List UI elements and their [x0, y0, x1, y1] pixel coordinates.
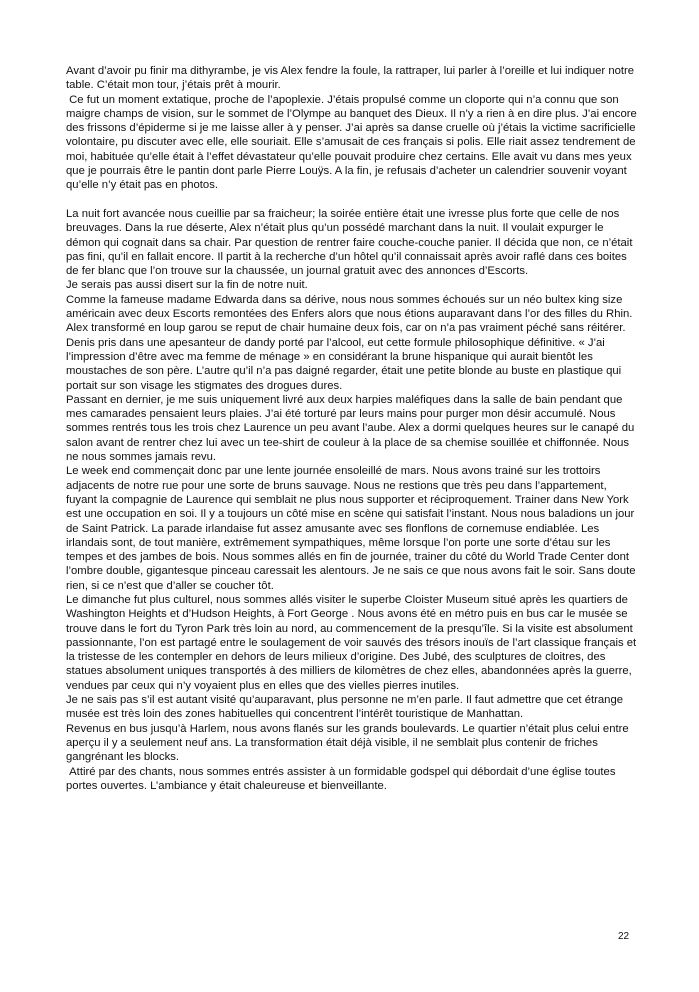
page-number: 22 [618, 931, 630, 942]
paragraph-8: Le week end commençait donc par une lente journée ensoleillé de mars. Nous avons trainé sur les trottoirs adjacents de notre rue pour une sorte de bruns sauvage. Nous ne restions que très peu dans l’appartement, fuyant la compagnie de Laurence qui semblait ne plus nous supporter et réciproquement. Trainer dans New York est une occupation en soi. Il y a toujours un côté mise en scène qui satisfait l’instant. Nous nous baladions un jour de Saint Patrick. La parade irlandaise fut assez amusante avec ses flonflons de cornemuse endiablée. Les irlandais sont, de tout manière, extrêmement sympathiques, même lorsque l’on porte une sorte d’étau sur les tempes et des jambes de bois. Nous sommes allés en fin de journée, trainer du côté du World Trade Center dont l’ombre double, gigantesque pinceau caressait les alentours. Je ne sais ce que nous avons fait le soir. Sans doute rien, si ce n’est que d’aller se coucher tôt. [66, 465, 639, 592]
paragraph-11: Revenus en bus jusqu’à Harlem, nous avons flanés sur les grands boulevards. Le quartier n’était plus celui entre aperçu il y a seulement neuf ans. La transformation était déjà visible, il ne semblait plus contenir de friches gangrénant les blocks. [66, 722, 632, 764]
paragraph-12: Attiré par des chants, nous sommes entrés assister à un formidable godspel qui débordait d’une église toutes portes ouvertes. L’ambiance y était chaleureuse et bienveillante. [66, 765, 619, 792]
paragraph-6: Alex transformé en loup garou se reput de chair humaine deux fois, car on n’a pas vraiment péché sans réitérer. Denis pris dans une apesanteur de dandy porté par l’alcool, eut cette formule philosophique définitive. « J’ai l’impression d’être avec ma femme de ménage » en considérant la brune hispanique qui aurait bientôt les moustaches de son père. L’autre qu’il n’a pas daigné regarder, était une petite blonde au buste en plastique qui portait sur son visage les stigmates des drogues dures. [66, 322, 629, 392]
paragraph-10: Je ne sais pas s’il est autant visité qu’auparavant, plus personne ne m’en parle. Il faut admettre que cet étrange musée est très loin des zones habituelles qui concentrent l’intérêt touristique de Manhattan. [66, 694, 627, 721]
paragraph-5: Comme la fameuse madame Edwarda dans sa dérive, nous nous sommes échoués sur un néo bultex king size américain avec deux Escorts remontées des Enfers alors que nous étions auparavant dans l’or des filles du Rhin. [66, 293, 633, 321]
paragraph-2: Ce fut un moment extatique, proche de l’apoplexie. J’étais propulsé comme un cloporte qui n’a connu que son maigre champs de vision, sur le sommet de l’Olympe au banquet des Dieux. Il n’y a rien à en dire plus. J’ai encore des frissons d’épiderme si je me laisse aller à y penser. J’ai après sa danse cruelle où j’étais la victime sacrificielle volontaire, pu discuter avec elle, elle souriait. Elle s’amusait de ces français si polis. Elle riait assez tendrement de moi, habituée qu’elle était à l’effet dévastateur qu’elle pouvait produire chez certains. Elle avait vu dans mes yeux que je pourrais être le pantin dont parle Pierre Louÿs. A la fin, je refusais d’acheter un calendrier souvenir voyant qu’elle n’y était pas en photos. [66, 93, 640, 192]
paragraph-4: Je serais pas aussi disert sur la fin de notre nuit. [66, 279, 308, 292]
paragraph-7: Passant en dernier, je me suis uniquement livré aux deux harpies maléfiques dans la salle de bain pendant que mes camarades pensaient leurs plaies. J’ai été torturé par leurs mains pour purger mon désir accumulé. Nous sommes rentrés tous les trois chez Laurence un peu avant l’aube. Alex a dormi quelques heures sur le canapé du salon avant de rentrer chez lui avec un tee-shirt de couleur à la place de sa chemise souillée et chiffonnée. Nous ne nous sommes jamais revu. [66, 393, 638, 464]
paragraph-3: La nuit fort avancée nous cueillie par sa fraicheur; la soirée entière était une ivresse plus forte que celle de nos breuvages. Dans la rue déserte, Alex n’était plus qu’un possédé marchant dans la nuit. Il voulait expurger le démon qui cognait dans sa chair. Par question de rentrer faire couche-couche panier. Il décida que non, ce n’était pas fini, qu’il en fallait encore. Il partit à la recherche d’un hôtel qu’il connaissait après avoir raflé dans ces boites de fer blanc que l’on trouve sur la chaussée, un journal gratuit avec des annonces d’Escorts. [66, 207, 636, 278]
paragraph-1: Avant d’avoir pu finir ma dithyrambe, je vis Alex fendre la foule, la rattraper, lui parler à l’oreille et lui indiquer notre table. C’était mon tour, j’étais prêt à mourir. [66, 65, 638, 92]
text-body [66, 64, 638, 793]
paragraph-9: Le dimanche fut plus culturel, nous sommes allés visiter le superbe Cloister Museum situé après les quartiers de Washington Heights et d’Hudson Heights, à Fort George . Nous avons été en métro puis en bus car le musée se trouve dans le fort du Tyron Park très loin au nord, au commencement de la presqu’île. Si la visite est absolument passionnante, l’on est partagé entre le soulagement de voir sauvés des trésors inouïs de l’art classique français et la tristesse de les contempler en dehors de leurs milieux d’origine. Des Jubé, des sculptures de cloitres, des statues absolument uniques transportés à des milliers de kilomètres de chez elles, abandonnées après la guerre, vendues par ceux qui n’y voyaient plus en elles que des vielles pierres inutiles. [66, 593, 640, 692]
